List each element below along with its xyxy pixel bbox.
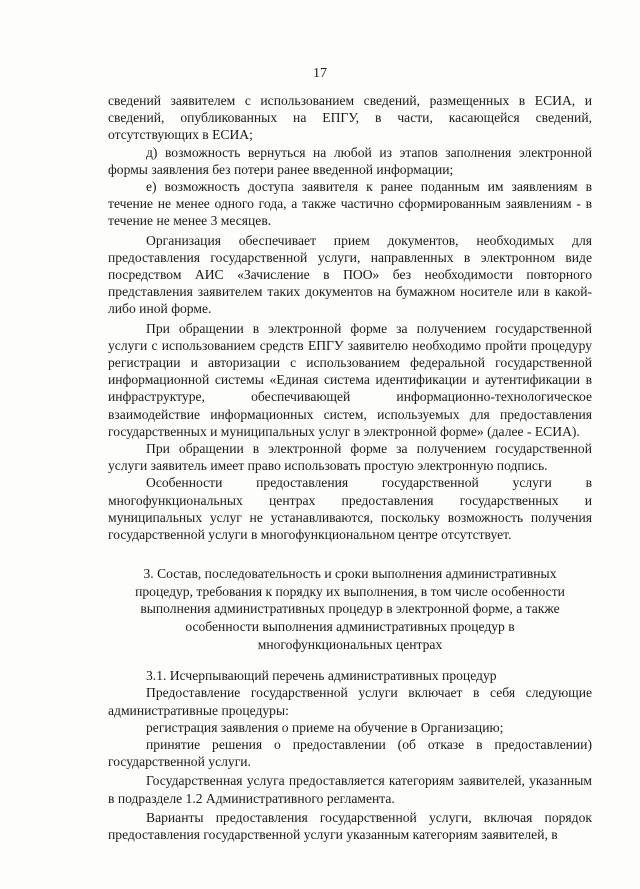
document-body — [108, 92, 592, 843]
paragraph: сведений заявителем с использованием сведений, размещенных в ЕСИА, и сведений, опубликованных на ЕПГУ, в части, касающейся сведений, отсутствующих в ЕСИА; — [108, 93, 592, 143]
paragraph: Варианты предоставления государственной услуги, включая порядок предоставления государственной услуги указанным категориям заявителей, в — [108, 809, 592, 843]
paragraph: е) возможность доступа заявителя к ранее поданным им заявлениям в течение не менее одного года, а также частично сформированным заявлениям - в течение не менее 3 месяцев. — [108, 179, 592, 229]
section-heading: 3. Состав, последовательность и сроки выполнения административных процедур, требования к порядку их выполнения, в том числе особенности выполнения административных процедур в электронной форме, а также особенности выполнения административных процедур в многофункциональных центрах — [135, 566, 565, 652]
paragraph: Организация обеспечивает прием документов, необходимых для предоставления государственной услуги, направленных в электронном виде посредством АИС «Зачисление в ПОО» без необходимости повторного представления заявителем таких документов на бумажном носителе или в какой-либо иной форме. — [108, 232, 592, 317]
paragraph: При обращении в электронной форме за получением государственной услуги с использованием средств ЕПГУ заявителю необходимо пройти процедуру регистрации и авторизации с использованием федеральной государственной информационной системы «Единая система идентификации и аутентификации в инфраструктуре, обеспечивающей информационно-технологическое взаимодействие информационных систем, используемых для предоставления государственных и муниципальных услуг в электронной форме» (далее - ЕСИА). — [108, 320, 592, 439]
page-number: 17 — [313, 66, 327, 81]
paragraph: Государственная услуга предоставляется категориям заявителей, указанным в подразделе 1.2 Административного регламента. — [108, 773, 592, 806]
paragraph: При обращении в электронной форме за получением государственной услуги заявитель имеет право использовать простую электронную подпись. — [108, 441, 592, 474]
paragraph: д) возможность вернуться на любой из этапов заполнения электронной формы заявления без потери ранее введенной информации; — [108, 144, 592, 177]
list-item: регистрация заявления о приеме на обучение в Организацию; — [146, 719, 504, 735]
paragraph: Предоставление государственной услуги включает в себя следующие административные процедуры: — [108, 685, 592, 718]
list-item: принятие решения о предоставлении (об отказе в предоставлении) государственной услуги. — [108, 737, 592, 770]
subsection-title: 3.1. Исчерпывающий перечень административных процедур — [146, 668, 497, 684]
paragraph: Особенности предоставления государственной услуги в многофункциональных центрах предоставления государственных и муниципальных услуг не устанавливаются, поскольку возможность получения государственной услуги в многофункциональном центре отсутствует. — [108, 475, 592, 543]
